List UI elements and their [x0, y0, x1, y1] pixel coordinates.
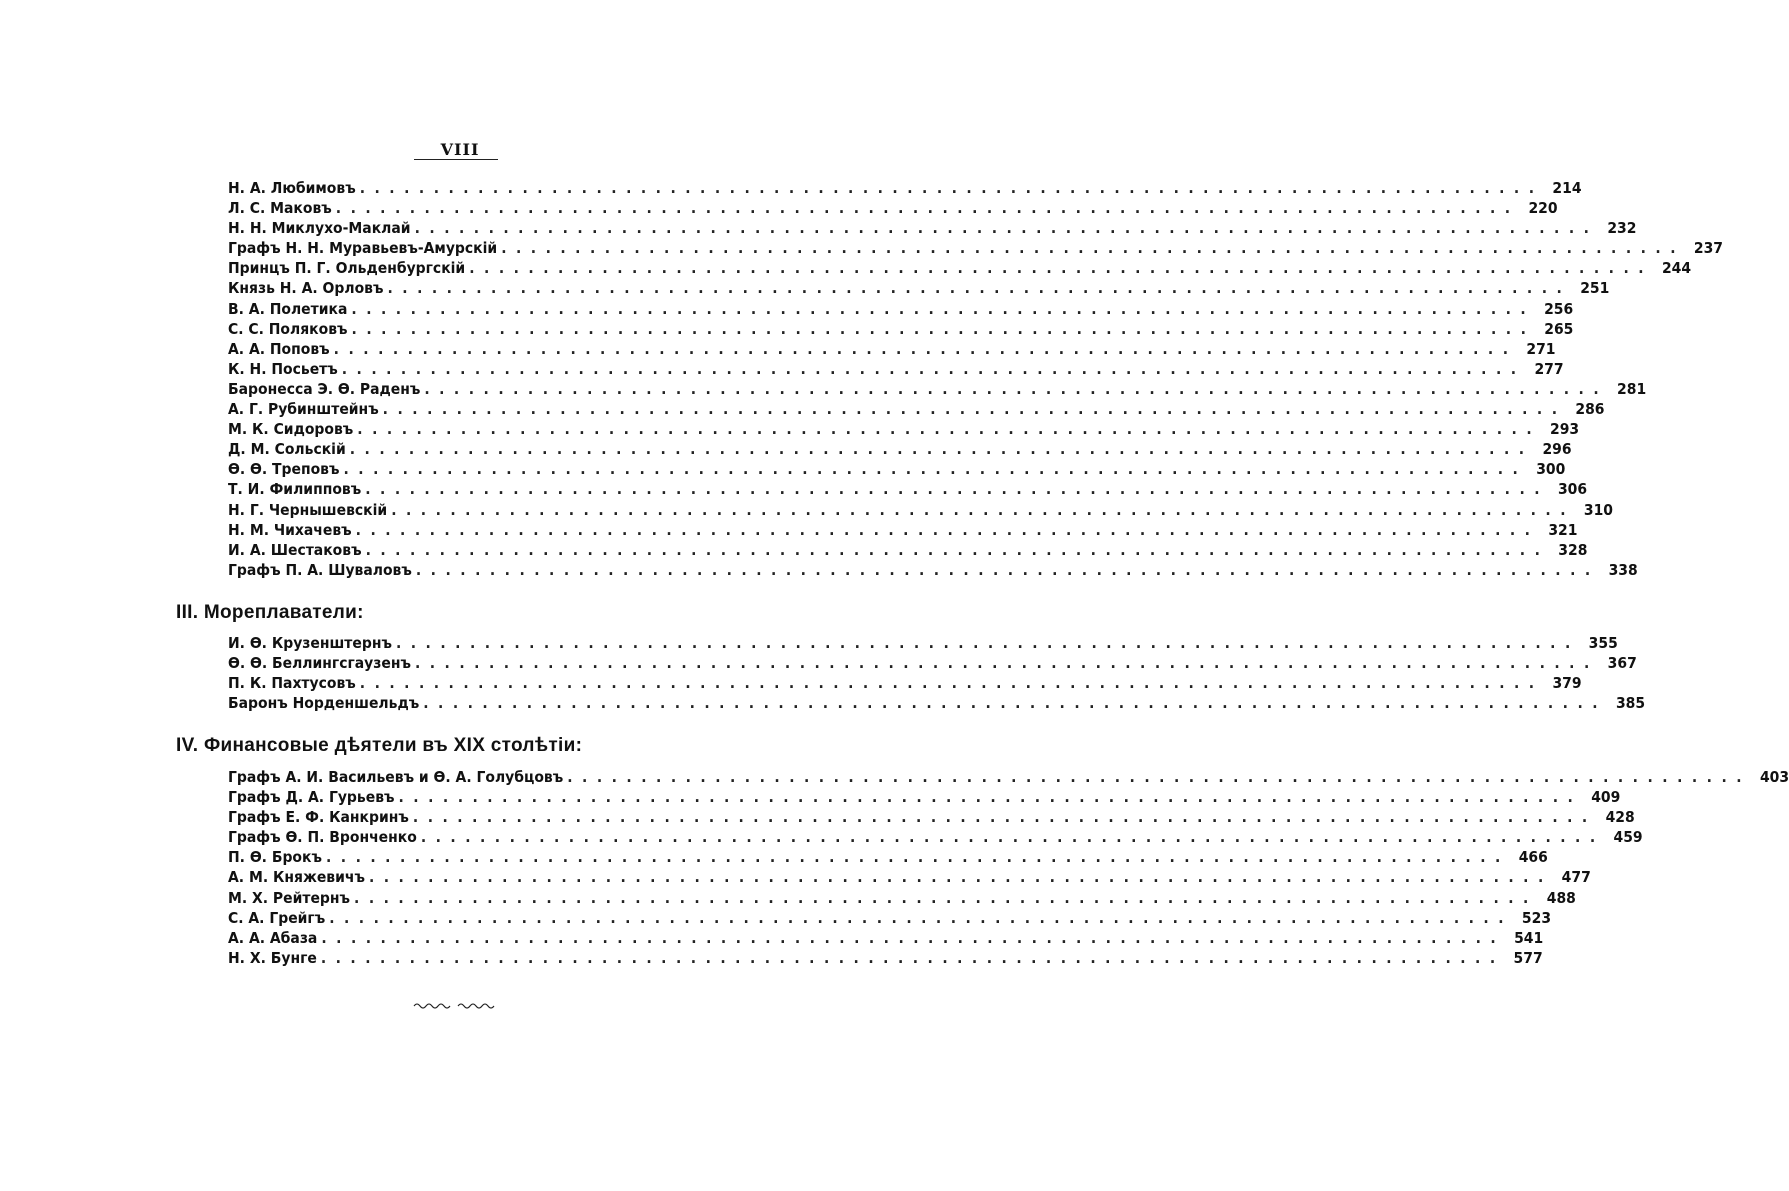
leader-dots: ................................................................................	[335, 199, 1520, 218]
toc-entry-page: 321	[1548, 520, 1578, 539]
leader-dots: ................................................................................	[321, 928, 1506, 947]
leader-dots: ................................................................................	[359, 674, 1544, 693]
leader-dots: ................................................................................	[365, 540, 1550, 559]
leader-dots: ................................................................................	[398, 788, 1583, 807]
toc-entry-name: А. М. Княжевичъ	[228, 868, 365, 887]
toc-list-continued	[228, 178, 1724, 580]
toc-entry-page: 409	[1591, 788, 1621, 807]
toc-entry-name: Графъ А. И. Васильевъ и Ѳ. А. Голубцовъ	[228, 768, 564, 786]
toc-entry[interactable]	[228, 238, 1724, 258]
toc-entry-page: 293	[1550, 420, 1580, 439]
toc-entry[interactable]	[228, 633, 1618, 653]
section-heading-seafarers: III. Мореплаватели:	[176, 602, 364, 623]
toc-entry[interactable]	[228, 218, 1637, 238]
toc-entry-page: 459	[1613, 828, 1643, 847]
toc-entry-name: П. К. Пахтусовъ	[228, 674, 356, 693]
toc-entry[interactable]	[228, 540, 1588, 560]
toc-entry-name: Н. Н. Миклухо-Маклай	[228, 219, 411, 238]
toc-entry[interactable]	[228, 299, 1574, 319]
toc-entry-name: Графъ П. А. Шуваловъ	[228, 560, 412, 579]
leader-dots: ................................................................................	[359, 179, 1544, 197]
toc-entry[interactable]	[228, 520, 1578, 540]
toc-entry[interactable]	[228, 500, 1614, 520]
toc-entry-name: В. А. Полетика	[228, 299, 348, 318]
leader-dots: ................................................................................	[351, 299, 1536, 318]
toc-entry[interactable]	[228, 339, 1556, 359]
leader-dots: ................................................................................	[420, 828, 1605, 847]
toc-entry[interactable]	[228, 560, 1638, 580]
leader-dots: ................................................................................	[414, 654, 1599, 673]
toc-entry-page: 379	[1552, 674, 1582, 693]
toc-entry[interactable]	[228, 653, 1637, 673]
leader-dots: ................................................................................	[501, 239, 1686, 258]
toc-entry[interactable]	[228, 399, 1605, 419]
toc-entry-name: С. С. Поляковъ	[228, 319, 348, 338]
leader-dots: ................................................................................	[414, 219, 1599, 238]
toc-entry-page: 271	[1526, 339, 1556, 358]
toc-entry-name: Графъ Н. Н. Муравьевъ-Амурскій	[228, 239, 498, 258]
leader-dots: ................................................................................	[341, 359, 1526, 378]
toc-entry[interactable]	[228, 807, 1635, 827]
section-heading-financiers: IV. Финансовые дѣятели въ XIX столѣтіи:	[176, 735, 583, 756]
toc-entry[interactable]	[228, 948, 1543, 968]
leader-dots: ................................................................................	[382, 400, 1567, 419]
toc-entry-name: Графъ Д. А. Гурьевъ	[228, 788, 395, 807]
toc-entry-page: 523	[1521, 908, 1552, 927]
toc-entry-name: Д. М. Сольскій	[228, 440, 346, 459]
toc-entry[interactable]	[228, 888, 1576, 908]
toc-entry-name: Н. Х. Бунге	[228, 948, 317, 967]
toc-entry-page: 355	[1588, 634, 1618, 652]
toc-entry[interactable]	[228, 673, 1582, 693]
toc-entry-name: Ѳ. Ѳ. Треповъ	[228, 460, 340, 479]
leader-dots: ................................................................................	[424, 379, 1609, 398]
toc-entry-page: 306	[1557, 480, 1588, 499]
leader-dots: ................................................................................	[567, 768, 1752, 786]
toc-entry[interactable]	[228, 867, 1591, 887]
toc-entry-page: 541	[1514, 928, 1544, 947]
toc-entry-name: Князь Н. А. Орловъ	[228, 279, 384, 298]
toc-entry-page: 328	[1558, 540, 1588, 559]
toc-entry-page: 310	[1583, 500, 1614, 519]
toc-entry[interactable]	[228, 767, 1789, 787]
toc-entry-name: К. Н. Посьетъ	[228, 359, 338, 378]
toc-entry-page: 281	[1617, 379, 1647, 398]
leader-dots: ................................................................................	[365, 480, 1550, 499]
toc-entry-page: 488	[1546, 888, 1576, 907]
leader-dots: ................................................................................	[320, 948, 1505, 967]
toc-entry-page: 403	[1759, 768, 1789, 786]
toc-entry-page: 232	[1607, 219, 1637, 238]
toc-entry-page: 265	[1544, 319, 1574, 338]
toc-entry[interactable]	[228, 787, 1621, 807]
leader-dots: ................................................................................	[412, 808, 1597, 827]
leader-dots: ................................................................................	[343, 460, 1528, 479]
leader-dots: ................................................................................	[351, 319, 1536, 338]
toc-entry[interactable]	[228, 693, 1646, 713]
toc-entry-name: Баронъ Норденшельдъ	[228, 694, 420, 713]
toc-entry-page: 338	[1608, 560, 1638, 579]
toc-entry-name: Баронесса Э. Ѳ. Раденъ	[228, 379, 421, 398]
toc-entry[interactable]	[228, 419, 1580, 439]
toc-entry-page: 477	[1561, 868, 1591, 887]
closing-ornament	[412, 1001, 496, 1011]
leader-dots: ................................................................................	[391, 500, 1576, 519]
toc-entry-page: 296	[1542, 440, 1572, 459]
toc-entry[interactable]	[228, 278, 1610, 298]
toc-entry-name: Н. Г. Чернышевскій	[228, 500, 388, 519]
toc-entry-name: А. А. Поповъ	[228, 339, 330, 358]
toc-entry-page: 237	[1693, 239, 1724, 258]
toc-list-seafarers	[228, 633, 1646, 713]
leader-dots: ................................................................................	[325, 848, 1510, 867]
toc-entry-name: С. А. Грейгъ	[228, 908, 326, 927]
leader-dots: ................................................................................	[368, 868, 1553, 887]
leader-dots: ................................................................................	[423, 694, 1608, 713]
toc-entry[interactable]	[228, 908, 1552, 928]
toc-entry[interactable]	[228, 847, 1548, 867]
toc-entry-page: 244	[1661, 259, 1692, 278]
toc-entry-name: Графъ Е. Ф. Канкринъ	[228, 808, 409, 827]
toc-entry[interactable]	[228, 439, 1572, 459]
toc-entry-name: М. К. Сидоровъ	[228, 420, 354, 439]
toc-entry-name: А. А. Абаза	[228, 928, 318, 947]
toc-entry-page: 256	[1544, 299, 1574, 318]
leader-dots: ................................................................................	[354, 888, 1538, 907]
leader-dots: ................................................................................	[349, 440, 1534, 459]
toc-entry-name: Т. И. Филипповъ	[228, 480, 362, 499]
toc-entry-name: Л. С. Маковъ	[228, 199, 332, 218]
leader-dots: ................................................................................	[415, 560, 1600, 579]
toc-entry-name: И. А. Шестаковъ	[228, 540, 362, 559]
toc-entry[interactable]	[228, 178, 1582, 198]
leader-dots: ................................................................................	[387, 279, 1572, 298]
toc-entry-name: Принцъ П. Г. Ольденбургскій	[228, 259, 466, 278]
leader-dots: ................................................................................	[469, 259, 1654, 278]
page-number: VIII	[440, 140, 480, 159]
toc-entry-name: Графъ Ѳ. П. Вронченко	[228, 828, 417, 847]
leader-dots: ................................................................................	[333, 339, 1518, 358]
toc-entry[interactable]	[228, 479, 1588, 499]
toc-entry-page: 214	[1552, 179, 1582, 197]
toc-entry-name: М. Х. Рейтернъ	[228, 888, 351, 907]
toc-entry-name: Н. А. Любимовъ	[228, 179, 356, 197]
toc-entry-page: 300	[1536, 460, 1566, 479]
leader-dots: ................................................................................	[329, 908, 1514, 927]
toc-entry-page: 220	[1528, 199, 1558, 218]
toc-entry-page: 577	[1513, 948, 1543, 967]
toc-entry-page: 286	[1575, 400, 1605, 419]
toc-entry-name: П. Ѳ. Брокъ	[228, 848, 322, 867]
toc-entry-name: Н. М. Чихачевъ	[228, 520, 352, 539]
toc-entry-page: 385	[1615, 694, 1646, 713]
toc-entry-page: 277	[1534, 359, 1564, 378]
toc-entry-name: А. Г. Рубинштейнъ	[228, 400, 379, 419]
toc-entry[interactable]	[228, 827, 1643, 847]
toc-entry-page: 466	[1518, 848, 1548, 867]
leader-dots: ................................................................................	[355, 520, 1540, 539]
toc-entry[interactable]	[228, 928, 1544, 948]
leader-dots: ................................................................................	[395, 634, 1580, 652]
toc-entry[interactable]	[228, 198, 1558, 218]
leader-dots: ................................................................................	[357, 420, 1542, 439]
toc-entry[interactable]	[228, 319, 1574, 339]
toc-list-financiers	[228, 767, 1789, 968]
toc-entry-page: 367	[1607, 654, 1637, 673]
toc-entry-page: 428	[1605, 808, 1635, 827]
toc-entry-name: Ѳ. Ѳ. Беллингсгаузенъ	[228, 654, 411, 673]
toc-entry[interactable]	[228, 258, 1692, 278]
toc-entry[interactable]	[228, 359, 1564, 379]
toc-entry[interactable]	[228, 379, 1647, 399]
page-number-rule	[414, 159, 498, 160]
toc-entry-name: И. Ѳ. Крузенштернъ	[228, 634, 392, 652]
toc-entry-page: 251	[1580, 279, 1610, 298]
toc-entry[interactable]	[228, 459, 1566, 479]
